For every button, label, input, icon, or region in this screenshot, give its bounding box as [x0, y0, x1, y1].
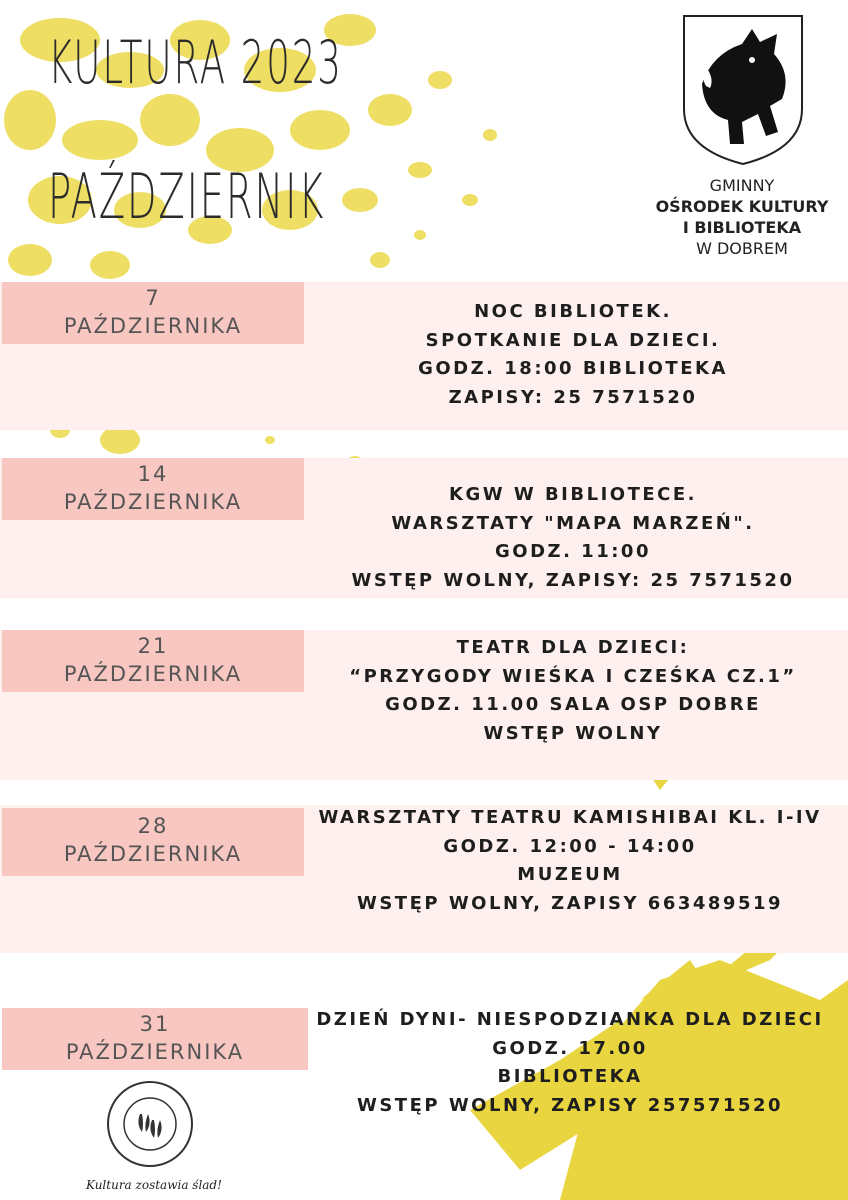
event-line: TEATR DLA DZIECI: — [456, 637, 690, 658]
event-date — [2, 808, 304, 876]
event-date — [2, 282, 304, 344]
event-line: WSTĘP WOLNY — [483, 722, 663, 744]
event-day: 14 — [137, 462, 169, 486]
event-line: WSTĘP WOLNY, ZAPISY 257571520 — [356, 1094, 784, 1116]
boar-crest-icon — [682, 14, 804, 166]
event-line: WARSZTATY "MAPA MARZEŃ". — [391, 512, 755, 534]
event-line: DZIEŃ DYNI- NIESPODZIANKA DLA DZIECI — [316, 1009, 824, 1030]
event-line: KGW W BIBLIOTECE. — [449, 484, 697, 505]
event-day: 21 — [137, 634, 169, 658]
event-date — [2, 1008, 308, 1070]
event-line: GODZ. 11:00 — [495, 541, 651, 562]
event-description — [318, 481, 828, 595]
org-line-1: GMINNY — [709, 176, 775, 195]
event-line: ZAPISY: 25 7571520 — [448, 386, 698, 408]
event-description — [310, 804, 830, 918]
event-date — [2, 630, 304, 692]
event-line: GODZ. 18:00 BIBLIOTEKA — [418, 358, 728, 379]
poster-title: KULTURA 2023 — [48, 28, 343, 98]
event-line: GODZ. 12:00 - 14:00 — [443, 835, 697, 857]
event-month: PAŹDZIERNIKA — [65, 1040, 245, 1064]
event-description — [310, 1006, 830, 1120]
slogan: Kultura zostawia ślad! — [86, 1178, 222, 1192]
event-description — [318, 298, 828, 412]
poster-month: PAŹDZIERNIK — [48, 160, 326, 233]
event-line: NOC BIBLIOTEK. — [474, 301, 672, 322]
event-month: PAŹDZIERNIKA — [63, 842, 243, 866]
event-date — [2, 458, 304, 520]
event-description — [318, 634, 828, 748]
event-line: MUZEUM — [517, 864, 623, 885]
organization-name — [634, 175, 848, 259]
org-line-2: OŚRODEK KULTURY — [655, 197, 829, 216]
hoof-prints-stamp-icon — [106, 1080, 194, 1168]
event-month: PAŹDZIERNIKA — [63, 490, 243, 514]
event-line: WSTĘP WOLNY, ZAPISY: 25 7571520 — [351, 569, 795, 591]
event-day: 31 — [139, 1012, 171, 1036]
event-line: “PRZYGODY WIEŚKA I CZEŚKA CZ.1” — [349, 665, 797, 687]
event-line: GODZ. 17.00 — [492, 1037, 648, 1059]
event-day: 7 — [145, 286, 161, 310]
org-line-3: I BIBLIOTEKA — [682, 218, 802, 237]
event-line: BIBLIOTEKA — [497, 1066, 643, 1087]
event-month: PAŹDZIERNIKA — [63, 662, 243, 686]
event-line: SPOTKANIE DLA DZIECI. — [425, 329, 721, 351]
event-day: 28 — [137, 814, 169, 838]
event-line: WSTĘP WOLNY, ZAPISY 663489519 — [356, 892, 784, 914]
org-line-4: W DOBREM — [696, 239, 788, 258]
event-month: PAŹDZIERNIKA — [63, 314, 243, 338]
event-line: WARSZTATY TEATRU KAMISHIBAI KL. I-IV — [318, 807, 822, 828]
event-line: GODZ. 11.00 SALA OSP DOBRE — [385, 694, 761, 715]
